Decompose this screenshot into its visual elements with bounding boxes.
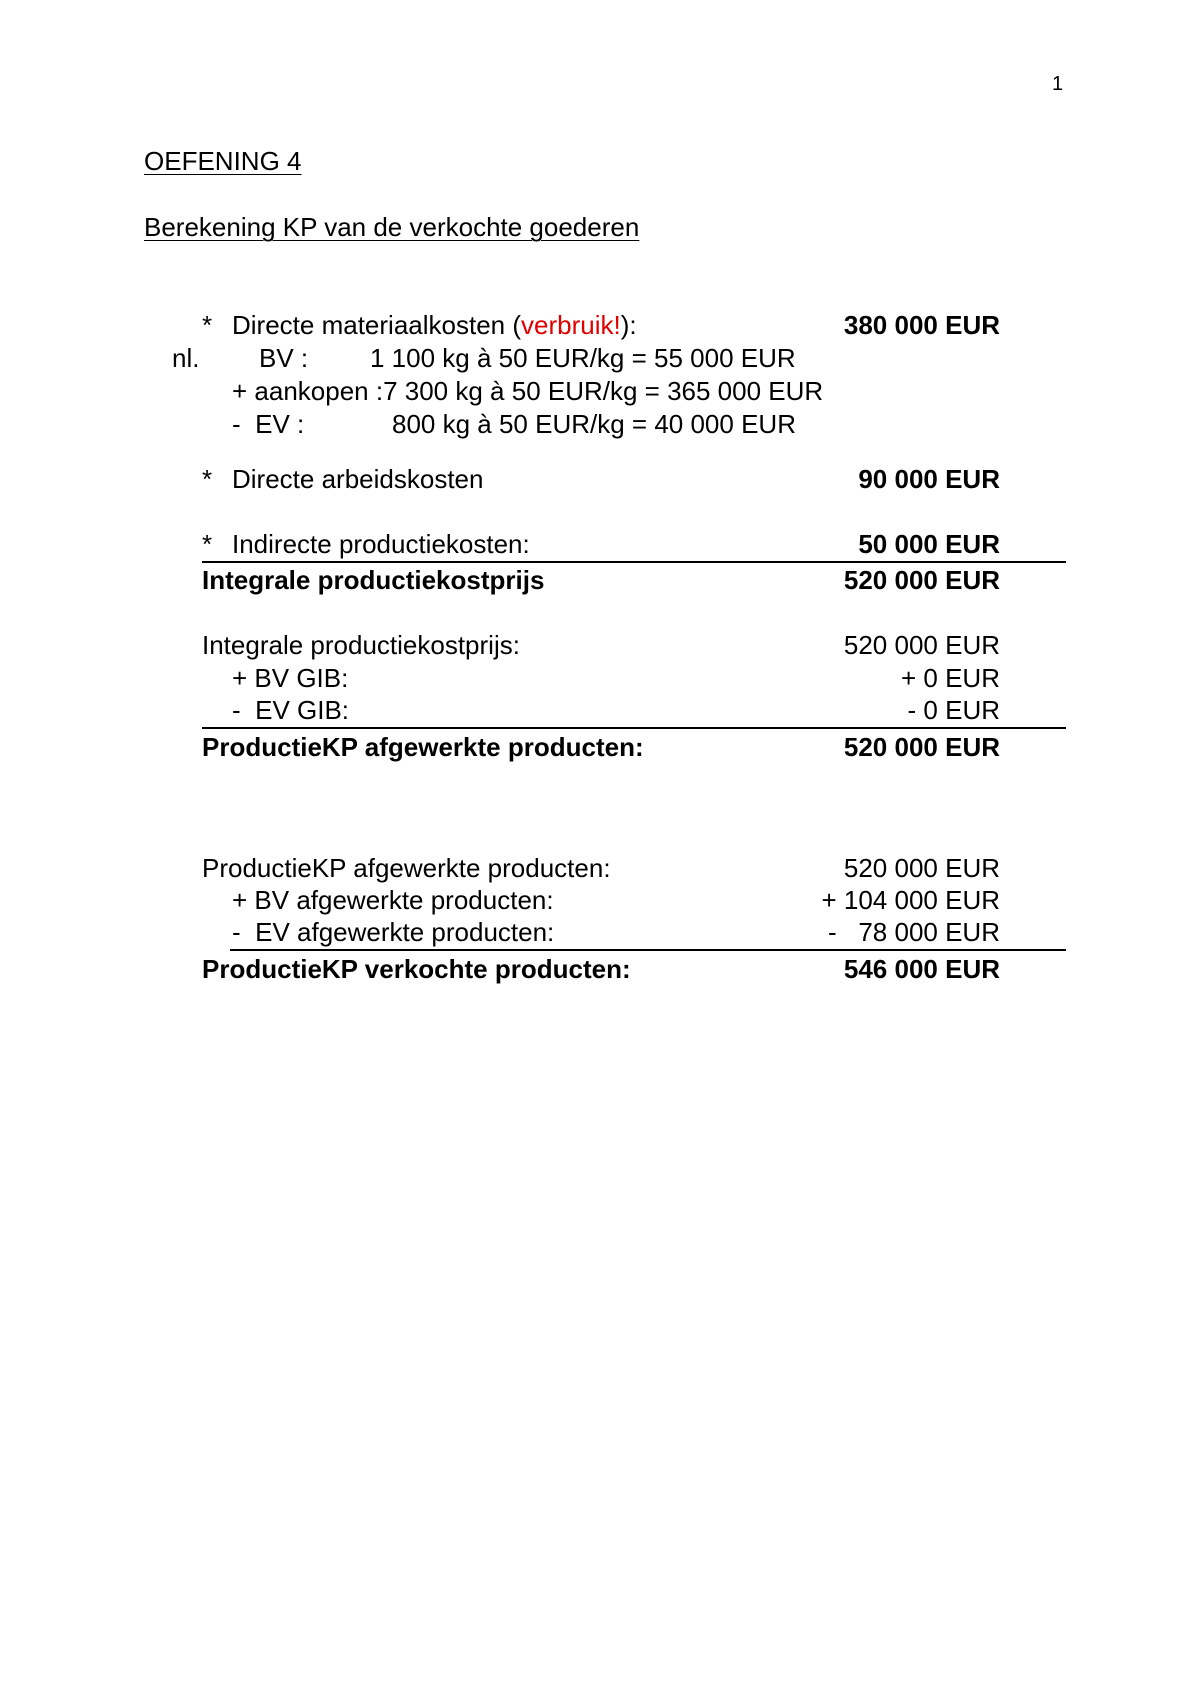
document-subtitle: Berekening KP van de verkochte goederen xyxy=(144,212,640,242)
integral-cost-total-label: Integrale productiekostprijs xyxy=(202,565,545,595)
ev-value: 800 kg à 50 EUR/kg = 40 000 EUR xyxy=(392,409,796,439)
ev-finished-amount: - 78 000 EUR xyxy=(828,917,1000,947)
total-divider xyxy=(230,949,1066,951)
bv-finished-label: + BV afgewerkte producten: xyxy=(232,885,554,915)
labor-cost-label: Directe arbeidskosten xyxy=(232,464,484,494)
total-divider xyxy=(202,727,1066,729)
material-cost-label: Directe materiaalkosten (verbruik!): xyxy=(232,310,637,340)
material-cost-amount: 380 000 EUR xyxy=(843,310,1000,340)
indirect-cost-label: Indirecte productiekosten: xyxy=(232,529,530,559)
ev-gib-amount: - 0 EUR xyxy=(907,695,1000,725)
indirect-cost-amount: 50 000 EUR xyxy=(858,529,1000,559)
bullet: * xyxy=(202,529,213,559)
finished-products-amount: 520 000 EUR xyxy=(843,853,1000,883)
ev-finished-label: - EV afgewerkte producten: xyxy=(232,917,555,947)
purchases-line: + aankopen :7 300 kg à 50 EUR/kg = 365 000 EUR xyxy=(232,376,824,406)
finished-products-label: ProductieKP afgewerkte producten: xyxy=(202,853,611,883)
bv-finished-amount: + 104 000 EUR xyxy=(821,885,1000,915)
sold-products-total-label: ProductieKP verkochte producten: xyxy=(202,954,631,984)
finished-products-total-amount: 520 000 EUR xyxy=(843,732,1000,762)
bv-value: 1 100 kg à 50 EUR/kg = 55 000 EUR xyxy=(370,343,796,373)
bv-label: BV : xyxy=(259,343,309,373)
bullet: * xyxy=(202,310,213,340)
labor-cost-amount: 90 000 EUR xyxy=(858,464,1000,494)
bv-gib-label: + BV GIB: xyxy=(232,663,349,693)
finished-products-total-label: ProductieKP afgewerkte producten: xyxy=(202,732,644,762)
integral-cost-total-amount: 520 000 EUR xyxy=(843,565,1000,595)
document-title: OEFENING 4 xyxy=(144,146,302,176)
integral-cost-amount: 520 000 EUR xyxy=(843,630,1000,660)
ev-label: - EV : xyxy=(232,409,305,439)
page-number: 1 xyxy=(1052,73,1064,95)
integral-cost-label: Integrale productiekostprijs: xyxy=(202,630,520,660)
consumption-highlight: verbruik! xyxy=(521,310,621,340)
bv-gib-amount: + 0 EUR xyxy=(901,663,1000,693)
total-divider xyxy=(202,561,1066,563)
ev-gib-label: - EV GIB: xyxy=(232,695,350,725)
detail-prefix: nl. xyxy=(172,343,200,373)
bullet: * xyxy=(202,464,213,494)
sold-products-total-amount: 546 000 EUR xyxy=(843,954,1000,984)
